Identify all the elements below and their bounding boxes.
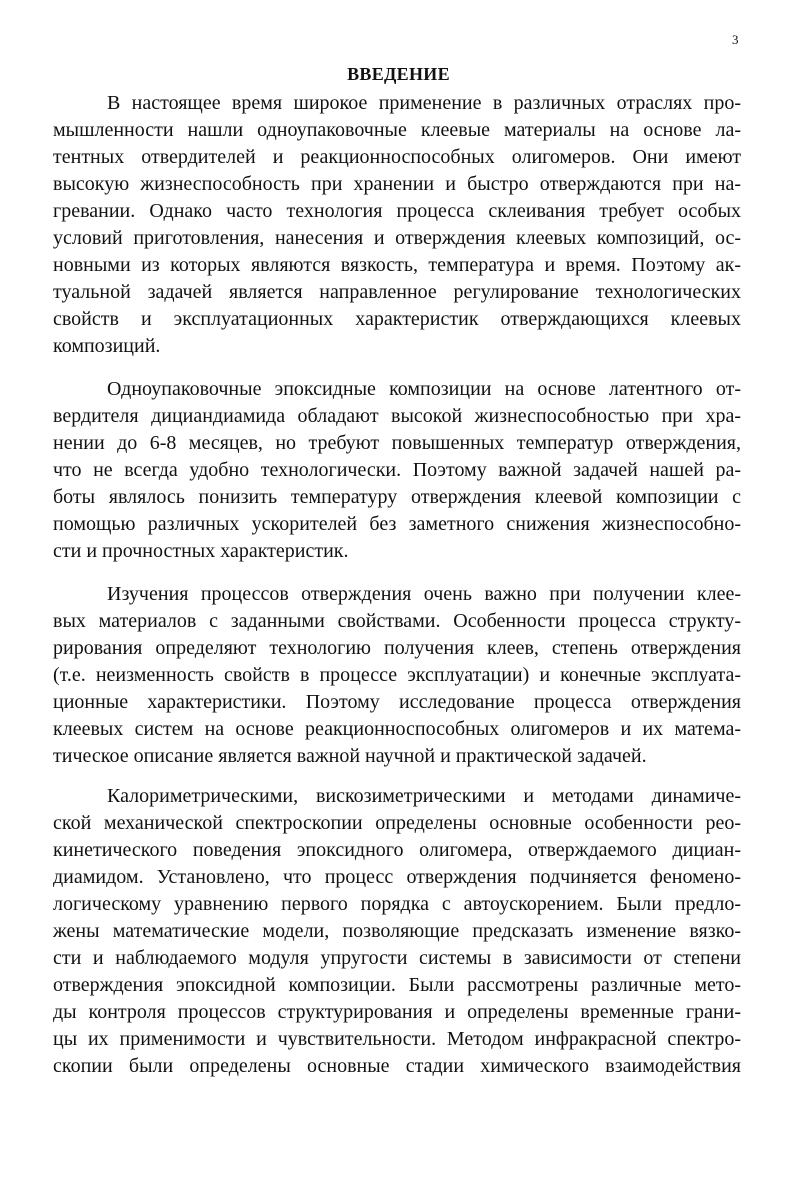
text-line: клеевых систем на основе реакционноспособных олигомеров и их матема- [53, 718, 741, 740]
text-line: ционные характеристики. Поэтому исследование процесса отверждения [53, 691, 741, 713]
text-line: новными из которых являются вязкость, температура и время. Поэтому ак- [53, 254, 741, 276]
text-line: тическое описание является важной научной и практической задачей. [53, 745, 647, 767]
text-line: боты являлось понизить температуру отверждения клеевой композиции с [53, 486, 741, 508]
text-line: помощью различных ускорителей без заметного снижения жизнеспособно- [53, 513, 741, 535]
paragraph-4 [53, 783, 741, 1080]
text-line: Одноупаковочные эпоксидные композиции на основе латентного от- [107, 378, 741, 400]
text-line: композиций. [53, 335, 161, 357]
text-line: сти и наблюдаемого модуля упругости системы в зависимости от степени [53, 947, 741, 969]
text-line: туальной задачей является направленное регулирование технологических [53, 281, 741, 303]
text-line: нении до 6-8 месяцев, но требуют повышенных температур отверждения, [53, 432, 741, 454]
text-line: жены математические модели, позволяющие предсказать изменение вязко- [53, 920, 741, 942]
paragraph-3 [53, 581, 741, 770]
text-line: В настоящее время широкое применение в различных отраслях про- [107, 92, 741, 114]
paragraph-1 [53, 90, 741, 360]
text-line: Калориметрическими, вискозиметрическими и методами динамиче- [107, 785, 741, 807]
text-line: цы их применимости и чувствительности. Методом инфракрасной спектро- [53, 1028, 741, 1050]
section-heading: ВВЕДЕНИЕ [347, 64, 450, 84]
page-number: 3 [732, 32, 739, 47]
text-line: свойств и эксплуатационных характеристик отверждающихся клеевых [53, 308, 741, 330]
text-line: вердителя дициандиамида обладают высокой жизнеспособностью при хра- [53, 405, 741, 427]
text-line: вых материалов с заданными свойствами. Особенности процесса структу- [53, 610, 741, 632]
text-line: ской механической спектроскопии определены основные особенности рео- [53, 812, 741, 834]
text-line: ды контроля процессов структурирования и определены временные грани- [53, 1001, 741, 1023]
text-line: тентных отвердителей и реакционноспособных олигомеров. Они имеют [53, 146, 741, 168]
text-line: что не всегда удобно технологически. Поэтому важной задачей нашей ра- [53, 459, 741, 481]
text-line: диамидом. Установлено, что процесс отверждения подчиняется феномено- [53, 866, 741, 888]
text-line: отверждения эпоксидной композиции. Были рассмотрены различные мето- [53, 974, 741, 996]
text-line: скопии были определены основные стадии химического взаимодействия [53, 1055, 741, 1077]
text-line: условий приготовления, нанесения и отверждения клеевых композиций, ос- [53, 227, 741, 249]
text-line: сти и прочностных характеристик. [53, 540, 349, 562]
text-line: Изучения процессов отверждения очень важно при получении клее- [107, 583, 741, 605]
text-line: рирования определяют технологию получения клеев, степень отверждения [53, 637, 741, 659]
text-line: гревании. Однако часто технология процесса склеивания требует особых [53, 200, 741, 222]
text-line: высокую жизнеспособность при хранении и быстро отверждаются при на- [53, 173, 741, 195]
text-line: логическому уравнению первого порядка с автоускорением. Были предло- [53, 893, 741, 915]
paragraph-2 [53, 376, 741, 565]
text-line: кинетического поведения эпоксидного олигомера, отверждаемого дициан- [53, 839, 741, 861]
text-line: (т.е. неизменность свойств в процессе эксплуатации) и конечные эксплуата- [53, 664, 741, 686]
text-line: мышленности нашли одноупаковочные клеевые материалы на основе ла- [53, 119, 741, 141]
